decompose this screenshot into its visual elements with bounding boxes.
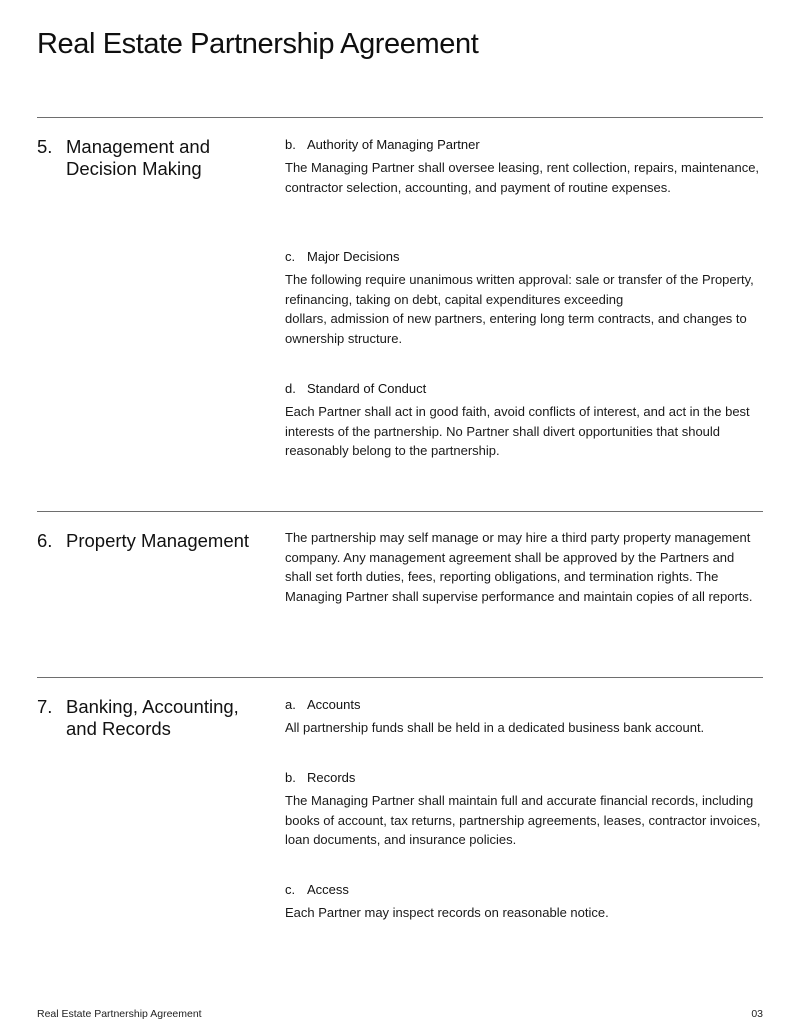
section-divider [37, 117, 763, 118]
clause-text: The Managing Partner shall oversee leasing, rent collection, repairs, maintenance, contractor selection, accounting, and payment of routine expenses. [285, 160, 760, 195]
subsection-title: Accounts [307, 697, 361, 712]
subsection [285, 137, 763, 197]
clause-text [285, 270, 763, 348]
subsection-heading [285, 249, 763, 265]
section-title [66, 696, 271, 740]
subsection-title: Access [307, 882, 349, 897]
subsection [285, 381, 763, 461]
subsection-letter: d. [285, 381, 296, 396]
subsection-heading [285, 137, 763, 153]
section-divider [37, 511, 763, 512]
subsection-letter: b. [285, 137, 296, 152]
subsection [285, 249, 763, 348]
section-divider [37, 677, 763, 678]
subsection-letter: c. [285, 249, 296, 264]
clause-text-before-blank: The following require unanimous written approval: sale or transfer of the Property, refinancing, taking on debt, capital expenditures exceeding [285, 272, 754, 307]
subsection-heading [285, 882, 763, 898]
section-title-line: Banking, Accounting, [66, 696, 239, 717]
subsection-title: Major Decisions [307, 249, 400, 264]
clause-text: Each Partner shall act in good faith, avoid conflicts of interest, and act in the best interests of the partnership. No Partner shall divert opportunities that should reasonably belong to the partnership. [285, 404, 750, 459]
clause-text-after-blank: dollars, admission of new partners, entering long term contracts, and changes to ownership structure. [285, 311, 747, 346]
section-title-line: Property Management [66, 530, 250, 551]
clause-text: The Managing Partner shall maintain full and accurate financial records, including books of account, tax returns, partnership agreements, leases, contractor invoices, loan documents, and insurance policies. [285, 793, 761, 848]
subsection-letter: a. [285, 697, 296, 712]
section-title-line: Management and [66, 136, 210, 157]
subsection [285, 882, 763, 923]
subsection-heading [285, 770, 763, 786]
page-title: Real Estate Partnership Agreement [37, 28, 479, 60]
subsection-title: Records [307, 770, 356, 785]
section-number: 5. [37, 136, 53, 157]
subsection-letter: c. [285, 882, 296, 897]
footer-document-title: Real Estate Partnership Agreement [37, 1008, 202, 1020]
section-title [66, 530, 271, 552]
subsection-letter: b. [285, 770, 296, 785]
clause-text: The partnership may self manage or may hire a third party property management company. Any management agreement shall be approved by the Partners and shall set forth duties, fees, reporting obligations, and termination rights. The Managing Partner shall supervise performance and maintain copies of all reports. [285, 530, 753, 604]
section-title [66, 136, 271, 180]
section-body [285, 528, 763, 606]
subsection-title: Authority of Managing Partner [307, 137, 480, 152]
subsection [285, 697, 763, 738]
page-number: 03 [751, 1008, 763, 1020]
section-number: 7. [37, 696, 53, 717]
section-title-line: Decision Making [66, 158, 202, 179]
subsection-heading [285, 381, 763, 397]
clause-text: All partnership funds shall be held in a dedicated business bank account. [285, 720, 705, 735]
section-title-line: and Records [66, 718, 171, 739]
subsection-heading [285, 697, 763, 713]
subsection [285, 770, 763, 850]
section-number: 6. [37, 530, 53, 551]
clause-text: Each Partner may inspect records on reasonable notice. [285, 905, 609, 920]
subsection-title: Standard of Conduct [307, 381, 427, 396]
